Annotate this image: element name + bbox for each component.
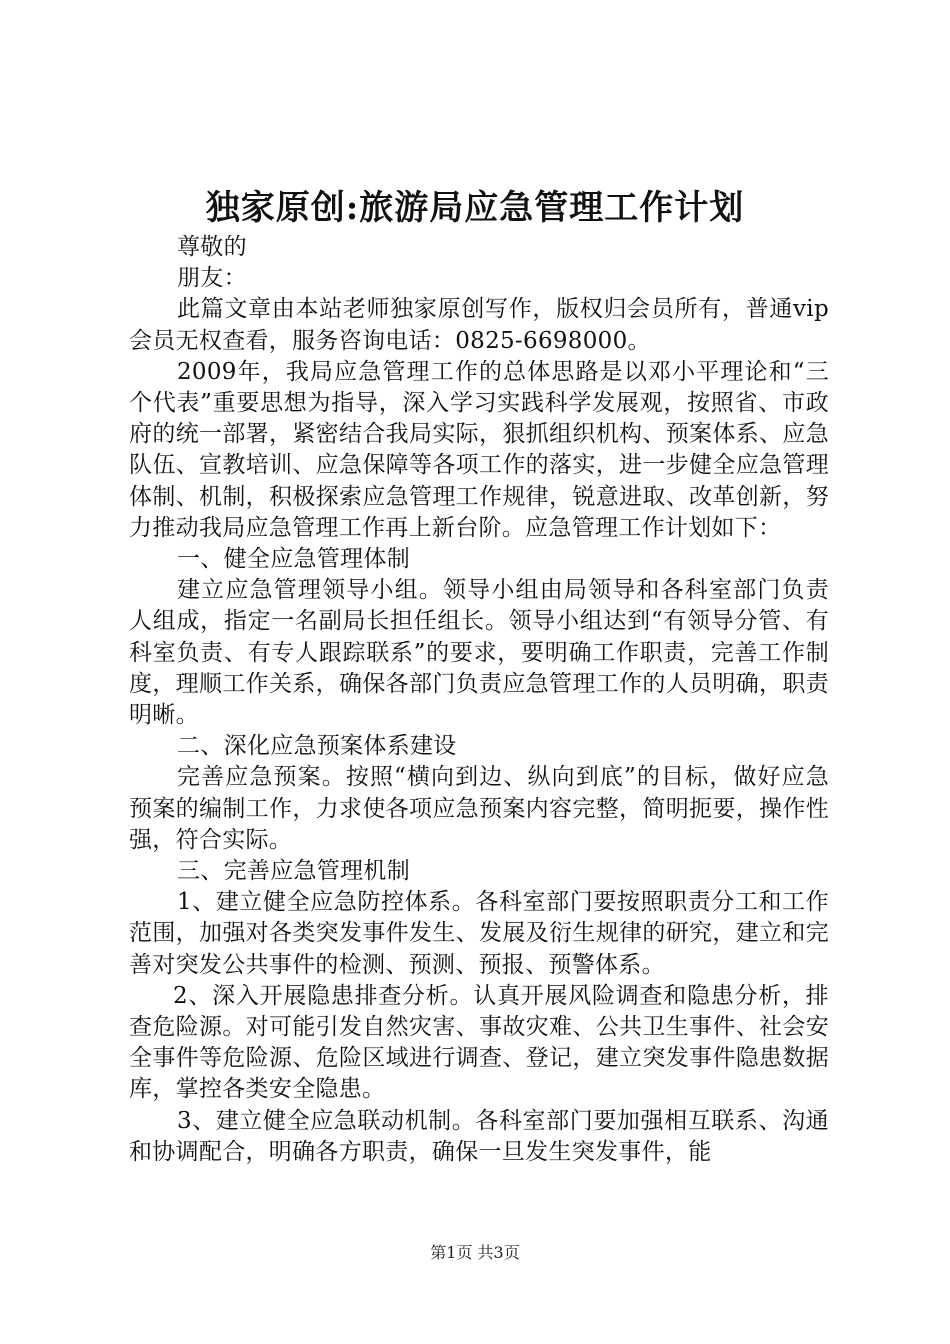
paragraph-copyright-notice: 此篇文章由本站老师独家原创写作，版权归会员所有，普通vip会员无权查看，服务咨询电话：0825-6698000。 (129, 296, 829, 354)
paragraph-item-3: 3、建立健全应急联动机制。各科室部门要加强相互联系、沟通和协调配合，明确各方职责，确保一旦发生突发事件，能 (129, 1107, 829, 1165)
section-heading-1: 一、健全应急管理体制 (177, 546, 410, 573)
paragraph-greeting-1: 尊敬的 (177, 234, 247, 260)
section-heading-2: 二、深化应急预案体系建设 (177, 733, 457, 760)
section-heading-3: 三、完善应急管理机制 (177, 858, 410, 885)
paragraph-item-1: 1、建立健全应急防控体系。各科室部门要按照职责分工和工作范围，加强对各类突发事件发生、发展及衍生规律的研究，建立和完善对突发公共事件的检测、预测、预报、预警体系。 (129, 889, 829, 978)
document-body (129, 232, 829, 1168)
paragraph-section-2: 完善应急预案。按照“横向到边、纵向到底”的目标，做好应急预案的编制工作，力求使各项应急预案内容完整，简明扼要，操作性强，符合实际。 (129, 764, 829, 853)
paragraph-overview: 2009年，我局应急管理工作的总体思路是以邓小平理论和“三个代表”重要思想为指导，深入学习实践科学发展观，按照省、市政府的统一部署，紧密结合我局实际，狠抓组织机构、预案体系、应急队伍、宣教培训、应急保障等各项工作的落实，进一步健全应急管理体制、机制，积极探索应急管理工作规律，锐意进取、改革创新，努力推动我局应急管理工作再上新台阶。应急管理工作计划如下： (129, 358, 829, 541)
paragraph-section-1: 建立应急管理领导小组。领导小组由局领导和各科室部门负责人组成，指定一名副局长担任组长。领导小组达到“有领导分管、有科室负责、有专人跟踪联系”的要求，要明确工作职责，完善工作制度，理顺工作关系，确保各部门负责应急管理工作的人员明确，职责明晰。 (129, 577, 829, 729)
paragraph-item-2: 2、深入开展隐患排查分析。认真开展风险调查和隐患分析，排查危险源。对可能引发自然灾害、事故灾难、公共卫生事件、社会安全事件等危险源、危险区域进行调查、登记，建立突发事件隐患数据库，掌控各类安全隐患。 (129, 982, 829, 1103)
paragraph-greeting-2: 朋友： (177, 265, 247, 292)
document-title: 独家原创:旅游局应急管理工作计划 (205, 188, 745, 228)
page-footer: 第1页 共3页 (430, 1243, 520, 1262)
